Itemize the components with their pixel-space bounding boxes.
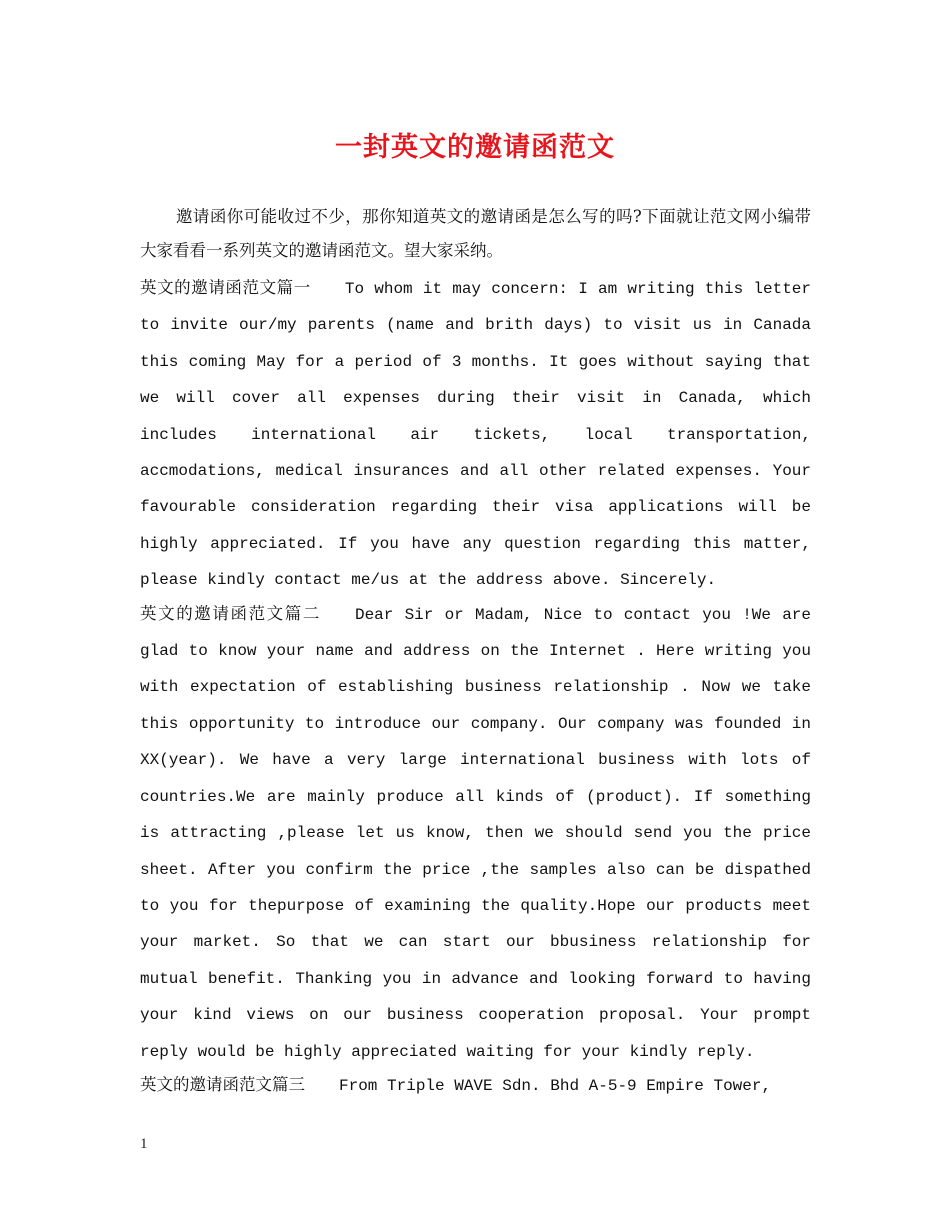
section-2-label: 英文的邀请函范文篇二: [140, 603, 321, 623]
section-3-text: From Triple WAVE Sdn. Bhd A-5-9 Empire Tower,: [339, 1076, 772, 1095]
page-number: 1: [140, 1136, 148, 1152]
document-title: 一封英文的邀请函范文: [335, 132, 615, 163]
section-3: [140, 1067, 811, 1104]
section-2: [140, 596, 811, 1070]
section-1-text: To whom it may concern: I am writing this letter to invite our/my parents (name and brith days) to visit us in Canada this coming May for a period of 3 months. It goes without saying that we will cover all expenses during their visit in Canada, which includes international air tickets, local transportation, accmodations, medical insurances and all other related expenses. Your favourable consideration regarding their visa applications will be highly appreciated. If you have any question regarding this matter, please kindly contact me/us at the address above. Sincerely.: [140, 280, 812, 590]
intro-paragraph: 邀请函你可能收过不少，那你知道英文的邀请函是怎么写的吗?下面就让范文网小编带大家看看一系列英文的邀请函范文。望大家采纳。: [140, 207, 811, 260]
document-body: [140, 200, 811, 1104]
section-2-text: Dear Sir or Madam, Nice to contact you !We are glad to know your name and address on the Internet . Here writing you with expectation of establishing business relationship . Now we take this opportunity to introduce our company. Our company was founded in XX(year). We have a very large international business with lots of countries.We are mainly produce all kinds of (product). If something is attracting ,please let us know, then we should send you the price sheet. After you confirm the price ,the samples also can be dispathed to you for thepurpose of examining the quality.Hope our products meet your market. So that we can start our bbusiness relationship for mutual benefit. Thanking you in advance and looking forward to having your kind views on our business cooperation proposal. Your prompt reply would be highly appreciated waiting for your kindly reply.: [140, 605, 812, 1061]
section-1: [140, 270, 811, 599]
section-3-label: 英文的邀请函范文篇三: [140, 1074, 305, 1094]
section-1-label: 英文的邀请函范文篇一: [140, 278, 311, 297]
